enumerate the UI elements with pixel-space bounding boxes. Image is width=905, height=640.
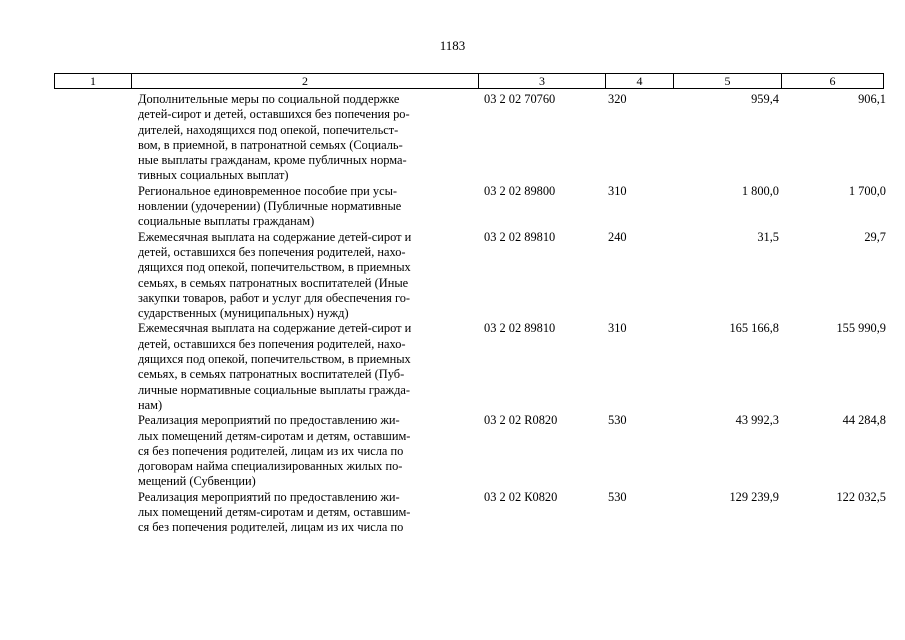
row-amount-col6: 29,7 <box>864 229 886 244</box>
table-row <box>54 92 886 184</box>
description-line: детей, оставшихся без попечения родителей, нахо- <box>138 336 406 351</box>
description-line: личные нормативные социальные выплаты гражда- <box>138 382 411 397</box>
description-line: Региональное единовременное пособие при усы- <box>138 183 398 198</box>
description-line: сударственных (муниципальных) нужд) <box>138 306 349 321</box>
row-expense-type: 530 <box>608 413 627 428</box>
row-target-code: 03 2 02 70760 <box>484 92 556 106</box>
row-amount-col6: 44 284,8 <box>842 413 886 428</box>
page-number: 1183 <box>439 38 466 53</box>
column-header-row <box>55 74 884 89</box>
description-line: мещений (Субвенции) <box>138 474 256 489</box>
row-description <box>131 413 478 489</box>
row-expense-type: 310 <box>608 183 627 198</box>
row-amount-col6: 122 032,5 <box>836 489 886 504</box>
description-line: договорам найма специализированных жилых по- <box>138 459 403 474</box>
description-line: семьях, в семьях патронатных воспитателей (Иные <box>138 275 409 290</box>
description-line: детей, оставшихся без попечения родителей, нахо- <box>138 244 406 259</box>
description-line: ся без попечения родителей, лицам из их числа по <box>138 520 404 535</box>
description-line: нам) <box>138 397 163 412</box>
row-amount-col6: 155 990,9 <box>836 321 886 336</box>
description-line: вом, в приемной, в патронатной семьях (Социаль- <box>138 137 403 152</box>
column-header-3: 3 <box>479 74 606 89</box>
row-expense-type: 240 <box>608 229 627 244</box>
table-row <box>54 413 886 489</box>
row-description <box>131 490 478 536</box>
description-line: социальные выплаты гражданам) <box>138 214 315 229</box>
row-description <box>131 230 478 322</box>
row-amount-col6: 906,1 <box>858 92 886 106</box>
description-line: Ежемесячная выплата на содержание детей-сирот и <box>138 321 412 336</box>
column-header-1: 1 <box>55 74 132 89</box>
row-expense-type: 320 <box>608 92 627 106</box>
row-amount-col5: 165 166,8 <box>729 321 779 336</box>
row-target-code: 03 2 02 R0820 <box>484 413 558 428</box>
row-description <box>131 92 478 184</box>
description-line: лых помещений детям-сиротам и детям, оставшим- <box>138 428 411 443</box>
budget-table-body <box>54 92 886 536</box>
description-line: дящихся под опекой, попечительством, в приемных <box>138 352 411 367</box>
description-line: Реализация мероприятий по предоставлению жи- <box>138 489 400 504</box>
table-row <box>54 229 886 322</box>
description-line: Ежемесячная выплата на содержание детей-сирот и <box>138 229 412 244</box>
table-row <box>54 183 886 230</box>
row-target-code: 03 2 02 89810 <box>484 229 556 244</box>
description-line: новлении (удочерении) (Публичные нормативные <box>138 199 402 214</box>
description-line: Реализация мероприятий по предоставлению жи- <box>138 413 400 428</box>
description-line: тивных социальных выплат) <box>138 168 289 183</box>
row-target-code: 03 2 02 89810 <box>484 321 556 336</box>
table-row <box>54 489 886 536</box>
row-expense-type: 530 <box>608 489 627 504</box>
row-description <box>131 184 478 230</box>
column-header-5: 5 <box>674 74 782 89</box>
column-header-table <box>54 73 884 89</box>
column-header-2: 2 <box>132 74 479 89</box>
row-amount-col6: 1 700,0 <box>848 183 886 198</box>
row-description <box>131 321 478 413</box>
column-header-4: 4 <box>606 74 674 89</box>
description-line: Дополнительные меры по социальной поддержке <box>138 92 400 106</box>
row-amount-col5: 1 800,0 <box>741 183 779 198</box>
row-amount-col5: 43 992,3 <box>735 413 779 428</box>
description-line: семьях, в семьях патронатных воспитателей (Пуб- <box>138 367 405 382</box>
row-amount-col5: 31,5 <box>757 229 779 244</box>
description-line: ся без попечения родителей, лицам из их числа по <box>138 443 404 458</box>
row-amount-col5: 959,4 <box>751 92 779 106</box>
description-line: ные выплаты гражданам, кроме публичных норма- <box>138 153 407 168</box>
description-line: дителей, находящихся под опекой, попечительст- <box>138 122 399 137</box>
description-line: закупки товаров, работ и услуг для обеспечения го- <box>138 290 411 305</box>
row-expense-type: 310 <box>608 321 627 336</box>
description-line: детей-сирот и детей, оставшихся без попечения ро- <box>138 107 410 122</box>
table-row <box>54 321 886 413</box>
row-amount-col5: 129 239,9 <box>729 489 779 504</box>
description-line: дящихся под опекой, попечительством, в приемных <box>138 260 411 275</box>
column-header-6: 6 <box>782 74 884 89</box>
row-target-code: 03 2 02 К0820 <box>484 489 558 504</box>
description-line: лых помещений детям-сиротам и детям, оставшим- <box>138 505 411 520</box>
row-target-code: 03 2 02 89800 <box>484 183 556 198</box>
